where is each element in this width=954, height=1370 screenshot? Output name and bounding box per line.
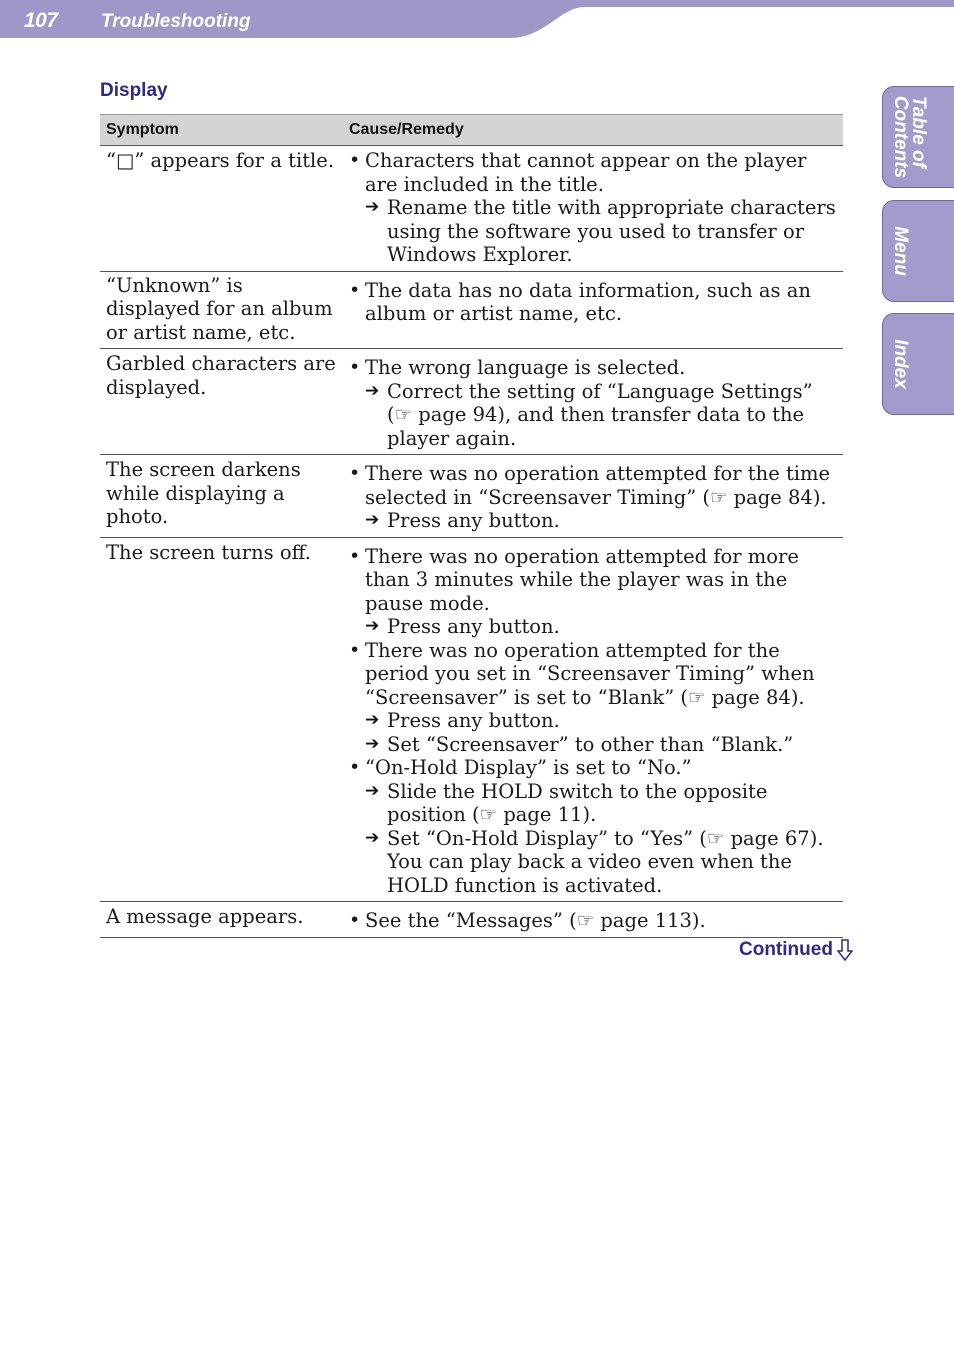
cause-item: • The wrong language is selected. [349,356,843,380]
remedy-item [349,780,843,827]
symptom-cell: The screen darkens while displaying a photo. [100,455,343,538]
arrow-down-icon [837,939,853,961]
remedy-item [349,509,843,533]
remedy-item [349,196,843,267]
remedy-text: Slide the HOLD switch to the opposite position (☞ page 11). [387,779,768,826]
cause-item: • There was no operation attempted for the period you set in “Screensaver Timing” when “Screensaver” is set to “Blank” (☞ page 84). [349,639,843,710]
arrow-right-icon: ➔ [365,380,380,401]
arrow-right-icon: ➔ [365,710,380,730]
continued-label: Continued [739,939,833,961]
section-heading: Display [100,80,168,101]
tab-menu[interactable] [882,200,954,302]
symptom-cell: “Unknown” is displayed for an album or artist name, etc. [100,271,343,349]
tab-label-index: Index [890,339,912,389]
remedy-item [349,709,843,733]
cause-item: • Characters that cannot appear on the player are included in the title. [349,149,843,196]
remedy-text: Press any button. [387,509,560,532]
tab-label-toc: Table of Contents [890,95,930,179]
tab-label-menu: Menu [890,226,912,276]
arrow-right-icon: ➔ [365,827,380,848]
table-row [100,537,843,902]
cause-item: • There was no operation attempted for the time selected in “Screensaver Timing” (☞ page 84). [349,462,843,509]
remedy-text: Set “On-Hold Display” to “Yes” (☞ page 67). You can play back a video even when the HOLD function is activated. [387,826,824,897]
table-row [100,146,843,272]
tab-table-of-contents[interactable] [882,86,954,188]
cause-cell [343,146,843,272]
symptom-header: Symptom [100,115,343,146]
header-title: Troubleshooting [101,11,251,32]
arrow-right-icon: ➔ [365,616,380,636]
symptom-cell: Garbled characters are displayed. [100,349,343,455]
header-band [0,0,954,44]
remedy-text: Press any button. [387,709,560,732]
arrow-right-icon: ➔ [365,197,380,217]
cause-item: • The data has no data information, such as an album or artist name, etc. [349,279,843,326]
cause-cell [343,349,843,455]
cause-cell [343,902,843,938]
tab-index[interactable] [882,313,954,415]
table-row [100,349,843,455]
cause-item: • “On-Hold Display” is set to “No.” [349,756,843,780]
cause-cell [343,455,843,538]
remedy-item [349,733,843,757]
cause-cell [343,271,843,349]
arrow-right-icon: ➔ [365,510,380,530]
remedy-text: Set “Screensaver” to other than “Blank.” [387,732,794,756]
table-row [100,902,843,938]
cause-header: Cause/Remedy [343,115,843,146]
troubleshooting-table [100,114,843,938]
remedy-text: Correct the setting of “Language Settings” (☞ page 94), and then transfer data to the player again. [387,379,813,450]
table-header-row [100,115,843,146]
symptom-cell: “□” appears for a title. [100,146,343,272]
symptom-cell: The screen turns off. [100,537,343,902]
remedy-item [349,615,843,639]
cause-cell [343,537,843,902]
continued-link[interactable] [739,939,853,961]
table-row [100,271,843,349]
remedy-item [349,380,843,451]
symptom-cell: A message appears. [100,902,343,938]
table-row [100,455,843,538]
remedy-text: Press any button. [387,615,560,638]
cause-item: • See the “Messages” (☞ page 113). [349,909,843,933]
remedy-item [349,827,843,898]
arrow-right-icon: ➔ [365,780,380,801]
page-number: 107 [24,9,58,32]
remedy-text: Rename the title with appropriate characters using the software you used to transfer or Windows Explorer. [387,196,836,266]
arrow-right-icon: ➔ [365,733,380,754]
cause-item: • There was no operation attempted for more than 3 minutes while the player was in the pause mode. [349,545,843,616]
